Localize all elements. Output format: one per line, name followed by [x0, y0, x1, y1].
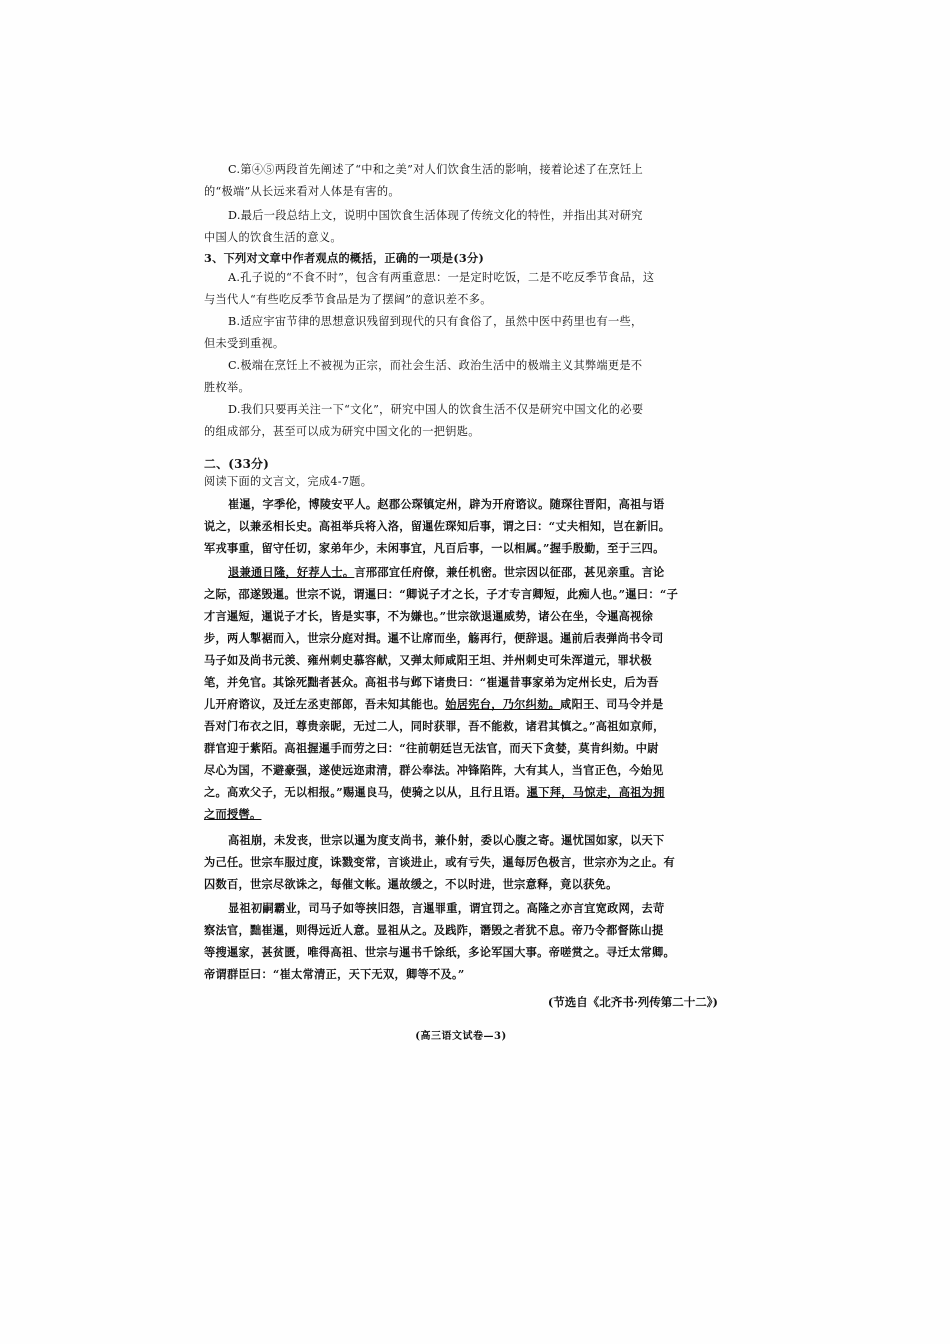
passage-p2-line9: 群官迎于紫陌。高祖握暹手而劳之曰：“往前朝廷岂无法官，而天下贪婪，莫肯纠劾。中尉: [204, 741, 659, 755]
passage-p1-line2: 说之，以兼丞相长史。高祖举兵将入洛，留暹佐琛知后事，谓之曰：“丈夫相知，岂在新旧。: [204, 519, 671, 533]
passage-p3-line1: 高祖崩，未发丧，世宗以暹为度支尚书，兼仆射，委以心腹之寄。暹忧国如家，以天下: [228, 833, 665, 847]
passage-source: (节选自《北齐书·列传第二十二》): [547, 995, 718, 1009]
q2-option-c-line1: C.第④⑤两段首先阐述了“中和之美”对人们饮食生活的影响，接着论述了在烹饪上: [228, 163, 643, 176]
passage-p2-line7-b: 咸阳王、司马令并是: [560, 697, 664, 711]
passage-p2-line8: 吾对门布衣之旧，尊贵亲昵，无过二人，同时获罪，吾不能救，诸君其慎之。”高祖如京师，: [204, 719, 665, 733]
passage-p1-line3: 军戎事重，留守任切，家弟年少，未闲事宜，凡百后事，一以相属。”握手殷勤，至于三四。: [204, 541, 665, 555]
q2-option-d-line2: 中国人的饮食生活的意义。: [204, 231, 342, 244]
q3-option-a-line2: 与当代人“有些吃反季节食品是为了摆阔”的意识差不多。: [204, 293, 492, 306]
passage-p2-line1: [228, 564, 718, 580]
passage-p2-line11: [204, 784, 718, 800]
q3-option-b-line2: 但未受到重视。: [204, 337, 285, 350]
passage-p2-line10: 尽心为国，不避豪强，遂使远迩肃清，群公奉法。冲锋陷阵，大有其人，当官正色，今始见: [204, 763, 664, 777]
passage-p1-line1: 崔暹，字季伦，博陵安平人。赵郡公琛镇定州，辟为开府谘议。随琛往晋阳，高祖与语: [228, 497, 665, 511]
q2-option-d-line1: D.最后一段总结上文，说明中国饮食生活体现了传统文化的特性，并指出其对研究: [228, 209, 643, 222]
passage-p2-line7: [204, 696, 718, 712]
underlined-sentence-3: 暹下拜，马惊走，高祖为拥: [526, 785, 665, 799]
underlined-sentence-3-end: 之而授辔。: [204, 807, 262, 821]
passage-p2-line5: 马子如及尚书元羡、雍州刺史慕容献，又弹太师咸阳王坦、并州刺史可朱浑道元，罪状极: [204, 653, 653, 667]
underlined-sentence-1: 退兼通日隆，好荐人士。: [228, 565, 355, 579]
q3-option-a-line1: A.孔子说的“不食不时”，包含有两重意思：一是定时吃饭，二是不吃反季节食品，这: [228, 271, 655, 284]
passage-p2-line7-a: 儿开府谘议，及迁左丞吏部郎，吾未知其能也。: [204, 697, 446, 711]
passage-p4-line3: 等搜暹家，甚贫匮，唯得高祖、世宗与暹书千馀纸，多论军国大事。帝嗟赏之。寻迁太常卿。: [204, 945, 675, 959]
passage-p2-line1-rest: 言邢邵宜任府僚，兼任机密。世宗因以征邵，甚见亲重。言论: [354, 565, 665, 579]
passage-p2-line3: 才言暹短，暹说子才长，皆是实事，不为嫌也。”世宗欲退暹威势，诸公在坐，令暹高视徐: [204, 609, 654, 623]
passage-p2-line6: 笔，并免官。其馀死黜者甚众。高祖书与邺下诸贵曰：“崔暹昔事家弟为定州长史，后为吾: [204, 675, 659, 689]
passage-p3-line3: 囚数百，世宗尽欲诛之，每催文帐。暹故缓之，不以时进，世宗意释，竟以获免。: [204, 877, 618, 891]
passage-p2-line11-a: 之。高欢父子，无以相报。”赐暹良马，使骑之以从，且行且语。: [204, 785, 527, 799]
passage-p2-line2: 之际，邵遂毁暹。世宗不说，谓暹曰：“卿说子才之长，子才专言卿短，此痴人也。”暹曰：“子: [204, 587, 679, 601]
passage-p4-line4: 帝谓群臣曰：“崔太常清正，天下无双，卿等不及。”: [204, 967, 465, 981]
page-footer: (高三语文试卷—3): [415, 1031, 507, 1042]
passage-p2-line12: [204, 806, 718, 822]
q2-option-c-line2: 的“极端”从长远来看对人体是有害的。: [204, 185, 400, 198]
q3-option-c-line1: C.极端在烹饪上不被视为正宗，而社会生活、政治生活中的极端主义其弊端更是不: [228, 359, 643, 372]
passage-p2-line4: 步，两人掣裾而入，世宗分庭对揖。暹不让席而坐，觞再行，便辞退。暹前后表弹尚书令司: [204, 631, 664, 645]
passage-p3-line2: 为己任。世宗车服过度，诛戮变常，言谈进止，或有亏失，暹每厉色极言，世宗亦为之止。有: [204, 855, 675, 869]
q3-option-d-line1: D.我们只要再关注一下“文化”，研究中国人的饮食生活不仅是研究中国文化的必要: [228, 403, 644, 416]
passage-p4-line2: 察法官，黜崔暹，则得远近人意。显祖从之。及践阼，谮毁之者犹不息。帝乃令都督陈山提: [204, 923, 664, 937]
section-heading: 二、(33分): [204, 457, 270, 471]
q3-option-b-line1: B.适应宇宙节律的思想意识残留到现代的只有食俗了，虽然中医中药里也有一些，: [228, 315, 643, 328]
q3-option-c-line2: 胜枚举。: [204, 381, 250, 394]
q3-stem: 3、下列对文章中作者观点的概括，正确的一项是(3分): [204, 251, 485, 265]
passage-p4-line1: 显祖初嗣霸业，司马子如等挟旧怨，言暹罪重，谓宜罚之。高隆之亦言宜宽政网，去苛: [228, 901, 665, 915]
section-instruction: 阅读下面的文言文，完成4-7题。: [204, 475, 373, 488]
underlined-sentence-2: 始居宪台，乃尔纠劾。: [445, 697, 561, 711]
q3-option-d-line2: 的组成部分，甚至可以成为研究中国文化的一把钥匙。: [204, 425, 480, 438]
